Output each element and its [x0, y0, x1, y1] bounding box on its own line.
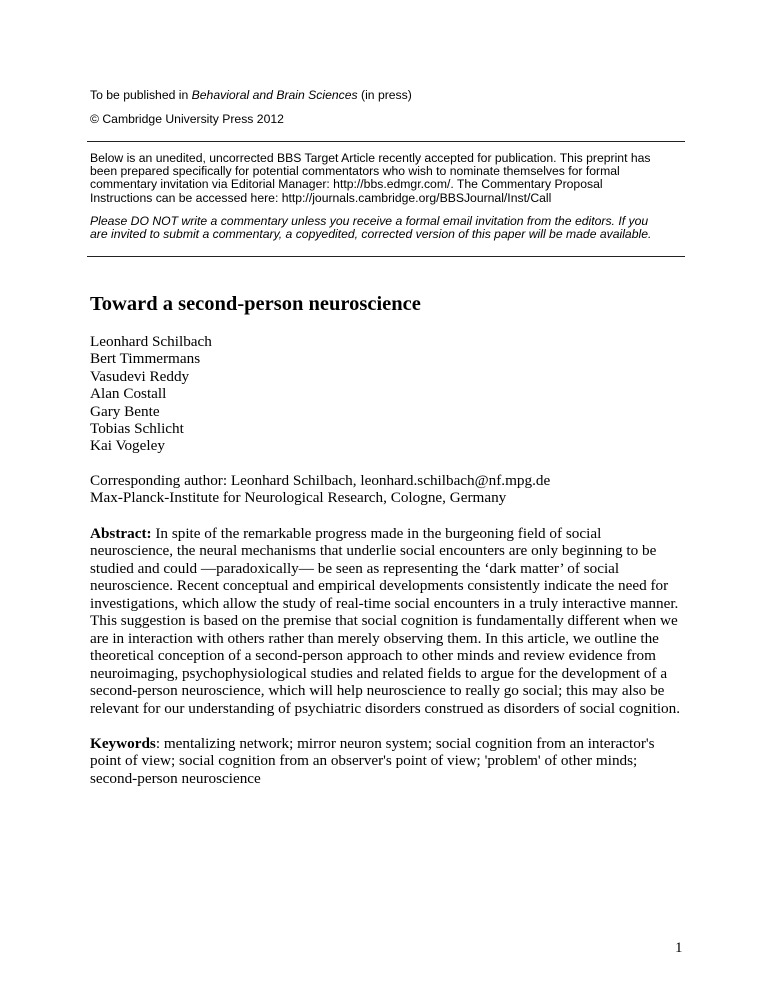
publication-prefix: To be published in: [90, 88, 192, 102]
notice-line: been prepared specifically for potential commentators who wish to nominate themselves for formal: [90, 164, 620, 179]
abstract: [90, 525, 710, 717]
author-name: Bert Timmermans: [90, 350, 201, 368]
preprint-notice: [90, 152, 690, 205]
journal-name: Behavioral and Brain Sciences: [191, 88, 358, 102]
abstract-line: In spite of the remarkable progress made in the burgeoning field of social: [151, 525, 602, 542]
abstract-line: relevant for our understanding of psychiatric disorders construed as disorders of social cognition.: [90, 699, 681, 717]
abstract-label: Abstract:: [90, 525, 152, 542]
corresponding-author: Corresponding author: Leonhard Schilbach, leonhard.schilbach@nf.mpg.de: [90, 472, 551, 489]
top-divider: [87, 141, 685, 142]
warning-line: are invited to submit a commentary, a copyedited, corrected version of this paper will be made available.: [90, 227, 652, 242]
publication-suffix: (in press): [357, 88, 412, 102]
commentary-warning: [90, 215, 690, 241]
corresponding-author-block: [90, 472, 550, 507]
keywords: [90, 735, 710, 787]
abstract-line: are in interaction with others rather than merely observing them. In this article, we outline the: [90, 629, 659, 647]
notice-line: Below is an unedited, uncorrected BBS Target Article recently accepted for publication. This preprint has: [90, 151, 651, 165]
keywords-line: point of view; social cognition from an observer's point of view; 'problem' of other minds;: [90, 752, 638, 770]
warning-line: Please DO NOT write a commentary unless you receive a formal email invitation from the editors. If you: [90, 214, 649, 228]
author-name: Gary Bente: [90, 402, 160, 420]
notice-line: commentary invitation via Editorial Manager: http://bbs.edmgr.com/. The Commentary Proposal: [90, 177, 603, 192]
author-list: [90, 333, 212, 455]
copyright-line: © Cambridge University Press 2012: [90, 112, 284, 126]
notice-line: Instructions can be accessed here: http://journals.cambridge.org/BBSJournal/Inst/Call: [90, 190, 552, 205]
publication-line: [90, 88, 412, 102]
author-name: Alan Costall: [90, 385, 167, 403]
author-name: Kai Vogeley: [90, 437, 165, 455]
abstract-line: neuroimaging, psychophysiological studies and related fields to argue for the development of a: [90, 664, 668, 682]
abstract-line: studied and could —paradoxically— be seen as representing the ‘dark matter’ of social: [90, 559, 620, 577]
keywords-line: : mentalizing network; mirror neuron system; social cognition from an interactor's: [155, 735, 655, 752]
keywords-label: Keywords: [90, 735, 156, 752]
author-name: Leonhard Schilbach: [90, 333, 212, 350]
abstract-line: neuroscience. Recent conceptual and empirical developments consistently indicate the need for: [90, 577, 669, 595]
abstract-line: theoretical conception of a second-person approach to other minds and review evidence from: [90, 647, 656, 665]
abstract-line: neuroscience, the neural mechanisms that underlie social encounters are only beginning to be: [90, 542, 657, 560]
keywords-line: second-person neuroscience: [90, 769, 261, 787]
abstract-line: second-person neuroscience, which will help neuroscience to really go social; this may also be: [90, 682, 665, 700]
abstract-line: investigations, which allow the study of real-time social encounters in a truly interactive manner.: [90, 594, 679, 612]
author-name: Tobias Schlicht: [90, 420, 184, 438]
abstract-line: This suggestion is based on the premise that social cognition is fundamentally different when we: [90, 612, 678, 630]
bottom-divider: [87, 256, 685, 257]
page-number: 1: [675, 940, 683, 956]
article-title: Toward a second-person neuroscience: [90, 293, 421, 315]
affiliation: Max-Planck-Institute for Neurological Research, Cologne, Germany: [90, 489, 507, 507]
author-name: Vasudevi Reddy: [90, 367, 190, 385]
